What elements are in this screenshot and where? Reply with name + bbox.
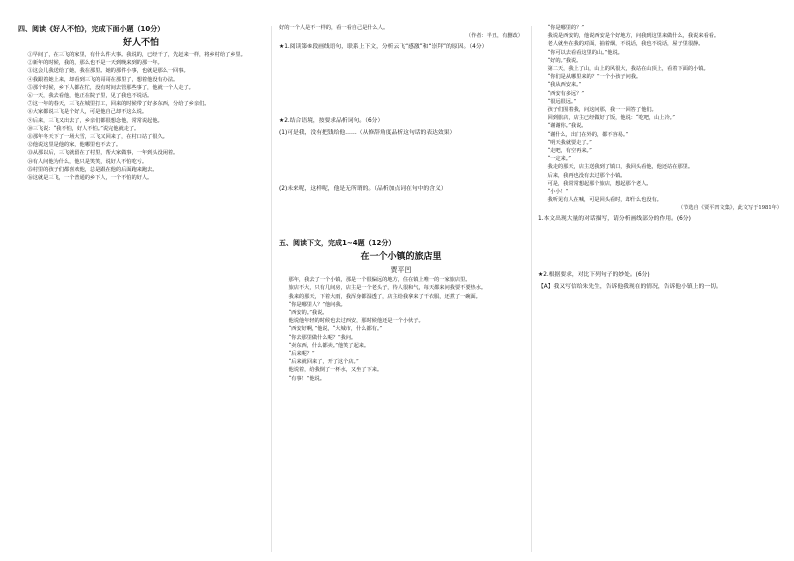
paragraph: “西安好啊，”他说，“大城市，什么都有。” bbox=[288, 326, 383, 333]
paragraph: “后来呢？” bbox=[288, 351, 315, 358]
paragraph: 回到旅店，店主已经做好了饭，他说：“吃吧，山上冷。” bbox=[547, 115, 675, 122]
paragraph: ⑤那个时候，乡下人都在忙，没有时间去管那些事了，他就一个人走了。 bbox=[27, 84, 194, 91]
paragraph: ⑪那年冬天下了一场大雪，三飞又回来了，在村口站了很久。 bbox=[27, 134, 168, 141]
paragraph: “好的。”我说。 bbox=[547, 57, 582, 64]
question-1: 1.本文出现大量的对话描写，请分析画线部分的作用。(6分) bbox=[538, 216, 691, 223]
paragraph: “走吧，有空再来。” bbox=[547, 148, 592, 155]
paragraph: 我走的那天，店主送我到了镇口，我回头看他，他还站在那里。 bbox=[547, 164, 694, 171]
question-1: ★1.阅读第⑥段画线语句，联系上下文，分析云飞“感激”和“崇拜”的原因。（4分） bbox=[279, 44, 488, 51]
paragraph: 第二天，我上了山，山上的风很大，我站在山顶上，看着下面的小镇。 bbox=[547, 66, 709, 73]
answer-space[interactable] bbox=[279, 138, 523, 182]
paragraph: ⑥一天，我去看他，他正在院子里，见了我也不说话。 bbox=[27, 93, 153, 100]
paragraph: 他说他年轻的时候也去过西安，那时候他还是一个小伙子。 bbox=[288, 318, 424, 325]
paragraph: ⑬从那以后，三飞就留在了村里，帮大家做事，一年到头没闲着。 bbox=[27, 150, 179, 157]
paragraph: “你去那里做什么呢？”我问。 bbox=[288, 334, 357, 341]
paragraph: 后来，我再也没有去过那个小镇。 bbox=[547, 172, 626, 179]
column-left bbox=[18, 24, 264, 552]
paragraph: “你可以去看看这里的山。”他说。 bbox=[547, 49, 623, 56]
question-2-part-1: (1)可是我，没有把钱给他……（从修辞角度品析这句话的表达效果） bbox=[279, 130, 456, 137]
paragraph: “明天我就要走了。” bbox=[547, 139, 592, 146]
paragraph: “一定来。” bbox=[547, 156, 571, 163]
paragraph: ⑭有人问他为什么，他只是笑笑，说好人不怕吃亏。 bbox=[27, 158, 148, 165]
story-title: 好人不怕 bbox=[122, 38, 159, 48]
paragraph: “谢谢你。”我说。 bbox=[547, 123, 587, 130]
section-five-heading: 五、阅读下文，完成1~4题（12分） bbox=[279, 239, 396, 248]
paragraph: ⑦这一年的春天，三飞在城里打工，回来的时候带了好多东西，分给了乡亲们。 bbox=[27, 101, 210, 108]
paragraph: ④我跟着她上来，却看到三飞的哥哥在那里了，想着他没有办法。 bbox=[27, 76, 179, 83]
paragraph: “西安的。”我说。 bbox=[288, 310, 328, 317]
paragraph: “卖东西，什么都卖。”他笑了起来。 bbox=[288, 342, 370, 349]
paragraph: 他说着，给我倒了一杯水，又坐了下来。 bbox=[288, 367, 383, 374]
story-author: 贾平凹 bbox=[390, 266, 412, 275]
paragraph: “有事！”他说。 bbox=[288, 375, 325, 382]
column-divider bbox=[271, 26, 272, 552]
answer-space[interactable] bbox=[538, 224, 782, 268]
paragraph: ⑫他说这里是他的家，他哪里也不去了。 bbox=[27, 142, 122, 149]
paragraph: “小小！” bbox=[547, 189, 569, 196]
paragraph: 我来的那天，下着大雨，我浑身都湿透了，店主给我拿来了干衣服，还煮了一碗面。 bbox=[288, 293, 481, 300]
paragraph: “很远很远。” bbox=[547, 98, 577, 105]
paragraph: “谢什么，出门在外的，都不容易。” bbox=[547, 131, 629, 138]
story-title: 在一个小镇的旅店里 bbox=[360, 252, 442, 263]
paragraph: ⑧大家都说三飞是个好人，可是他自己却不这么说。 bbox=[27, 109, 148, 116]
paragraph: 可是，我常常想起那个旅店，想起那个老人。 bbox=[547, 180, 652, 187]
question-2-option-a: 【A】我又写信给朱先生，告诉他我现在的情况，告诉他小镇上的一切。 bbox=[538, 284, 722, 291]
column-right bbox=[538, 24, 782, 552]
column-divider bbox=[531, 26, 532, 552]
paragraph: “你是哪里的？” bbox=[547, 25, 584, 31]
paragraph: “我从西安来。” bbox=[547, 82, 582, 89]
paragraph: 我听见有人在喊，可是回头看时，却什么也没有。 bbox=[547, 197, 662, 204]
paragraph: ⑨后来，三飞又出去了，乡亲们都很想念他，常常说起他。 bbox=[27, 117, 163, 124]
paragraph-continued: 好的一个人是不一样的，看一看自己是什么人。 bbox=[279, 25, 389, 31]
question-2: ★2.结合语境，按要求品析词句。（6分） bbox=[279, 118, 384, 125]
column-middle bbox=[279, 24, 523, 552]
question-2: ★2.根据要求，对比下列句子的妙处。(6分) bbox=[538, 272, 650, 279]
paragraph: “后来就回来了，开了这个店。” bbox=[288, 359, 359, 366]
answer-space[interactable] bbox=[279, 194, 523, 238]
paragraph: “你们是从哪里来的？”一个小孩子问我。 bbox=[547, 74, 642, 81]
paragraph: “你是哪里人？”他问我。 bbox=[288, 301, 346, 308]
paragraph: 孩子们围着我，问这问那，我一一回答了他们。 bbox=[547, 107, 657, 114]
paragraph: 旅店不大，只有几间房，店主是一个老头子，待人很和气，每天都来问我要不要热水。 bbox=[288, 285, 487, 292]
paragraph: 那年，我去了一个小镇，那是一个很偏远的地方，住在镇上唯一的一家旅店里。 bbox=[288, 277, 471, 284]
source-note: （节选自《贾平凹文集》，此文写于1981年） bbox=[678, 205, 782, 212]
paragraph: ⑯这就是三飞，一个普通的乡下人，一个不怕的好人。 bbox=[27, 175, 153, 182]
paragraph: ③这会儿我送给了她，我在那里。她的那件小事，也就是那么一回事。 bbox=[27, 68, 189, 75]
paragraph: ⑮村里的孩子们都喜欢他，总是跟在他的后面跑来跑去。 bbox=[27, 166, 158, 173]
answer-space[interactable] bbox=[279, 52, 523, 114]
paragraph: ②新年的时候，我的，那么也不是一天到晚来到的那一年。 bbox=[27, 60, 163, 67]
paragraph: 我说是西安的，他说西安是个好地方，问我到这里来做什么，我说来看看。 bbox=[547, 33, 720, 40]
source-note: （作者：半丑，有删改） bbox=[465, 33, 523, 40]
section-four-heading: 四、阅读《好人不怕》，完成下面小题（10分） bbox=[18, 25, 165, 33]
paragraph: 老人就坐在我的对面，抽着烟，不说话，我也不说话，屋子里很静。 bbox=[547, 41, 704, 48]
paragraph: ①早间了，在三飞的家里，有什么件大事。我说的，已经干了，先赶来一样，将乡村给了乡里。 bbox=[27, 52, 246, 58]
paragraph: ⑩三飞说：“我不怕，好人不怕。”说完他就走了。 bbox=[27, 125, 140, 132]
question-2-part-2: (2)未来呢，这样呢，他是无所谓的。（品析加点词在句中的含义） bbox=[279, 186, 447, 193]
paragraph: “西安有多远？” bbox=[547, 90, 584, 97]
